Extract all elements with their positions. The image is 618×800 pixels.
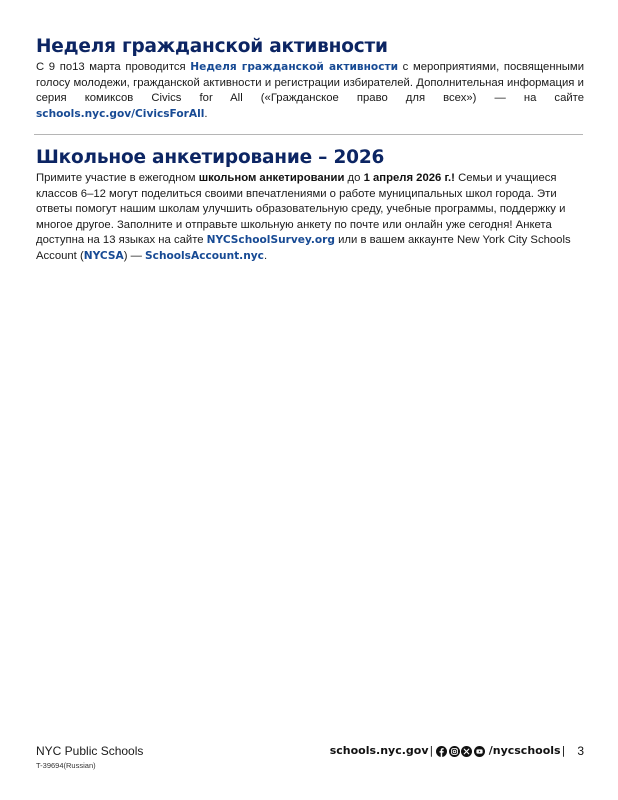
schools-account-link[interactable]: SchoolsAccount.nyc <box>145 249 264 262</box>
nyc-school-survey-link[interactable]: NYCSchoolSurvey.org <box>206 234 335 246</box>
footer-separator: | <box>561 744 566 757</box>
footer-left <box>36 744 143 772</box>
section-title: Неделя гражданской активности <box>36 36 388 57</box>
instagram-icon[interactable] <box>449 746 460 757</box>
body-text: . <box>263 249 268 262</box>
body-text: С 9 по13 марта проводится <box>36 61 191 73</box>
school-survey-section <box>36 147 584 264</box>
social-icons <box>436 746 485 757</box>
body-text: Семьи и учащиеся классов 6–12 могут поделиться своими впечатлениями о работе муниципальных школ города. Эти ответы помогут нашим школам улучшить образовательную среду, учебные программы, поддержку и многое другое. Заполните и отправьте школьную анкету по почте или онлайн уже сегодня! Анкета доступна на 13 языках на сайте <box>36 172 566 246</box>
bold-text: школьном анкетировании <box>198 172 345 184</box>
page-number: 3 <box>577 744 584 758</box>
deadline-text: 1 апреля 2026 г.! <box>363 172 455 184</box>
x-icon[interactable] <box>461 746 472 757</box>
page-content <box>36 36 584 264</box>
civics-for-all-link[interactable]: schools.nyc.gov/CivicsForAll <box>36 107 205 120</box>
facebook-icon[interactable] <box>436 746 447 757</box>
section-divider <box>34 134 583 135</box>
nycsa-link[interactable]: NYCSA <box>83 249 124 262</box>
body-text: с мероприятиями, посвященными голосу молодежи, гражданской активности и регистрации избирателей. Дополнительная информация и серия комиксов Civics for All («Гражданское право для всех») — на сайте <box>36 61 585 104</box>
footer-org-name: NYC Public Schools <box>36 744 144 758</box>
youtube-icon[interactable] <box>474 746 485 757</box>
social-handle[interactable]: /nycschools <box>488 744 561 757</box>
body-text: ) — <box>123 249 146 262</box>
civics-week-section <box>36 36 584 122</box>
section-body <box>36 171 584 264</box>
body-text: или в вашем аккаунте New York City Schools Account ( <box>36 234 571 262</box>
footer-doc-code: T-39694(Russian) <box>36 761 96 770</box>
body-text: Примите участие в ежегодном <box>36 172 199 184</box>
footer-website-link[interactable]: schools.nyc.gov <box>329 744 429 757</box>
footer-separator: | <box>429 744 434 757</box>
body-text: до <box>344 172 364 184</box>
civics-week-link[interactable]: Неделя гражданской активности <box>190 61 399 73</box>
body-text: . <box>204 107 208 120</box>
section-body <box>36 60 584 122</box>
footer-right <box>330 744 584 758</box>
section-title: Школьное анкетирование – 2026 <box>36 147 385 168</box>
